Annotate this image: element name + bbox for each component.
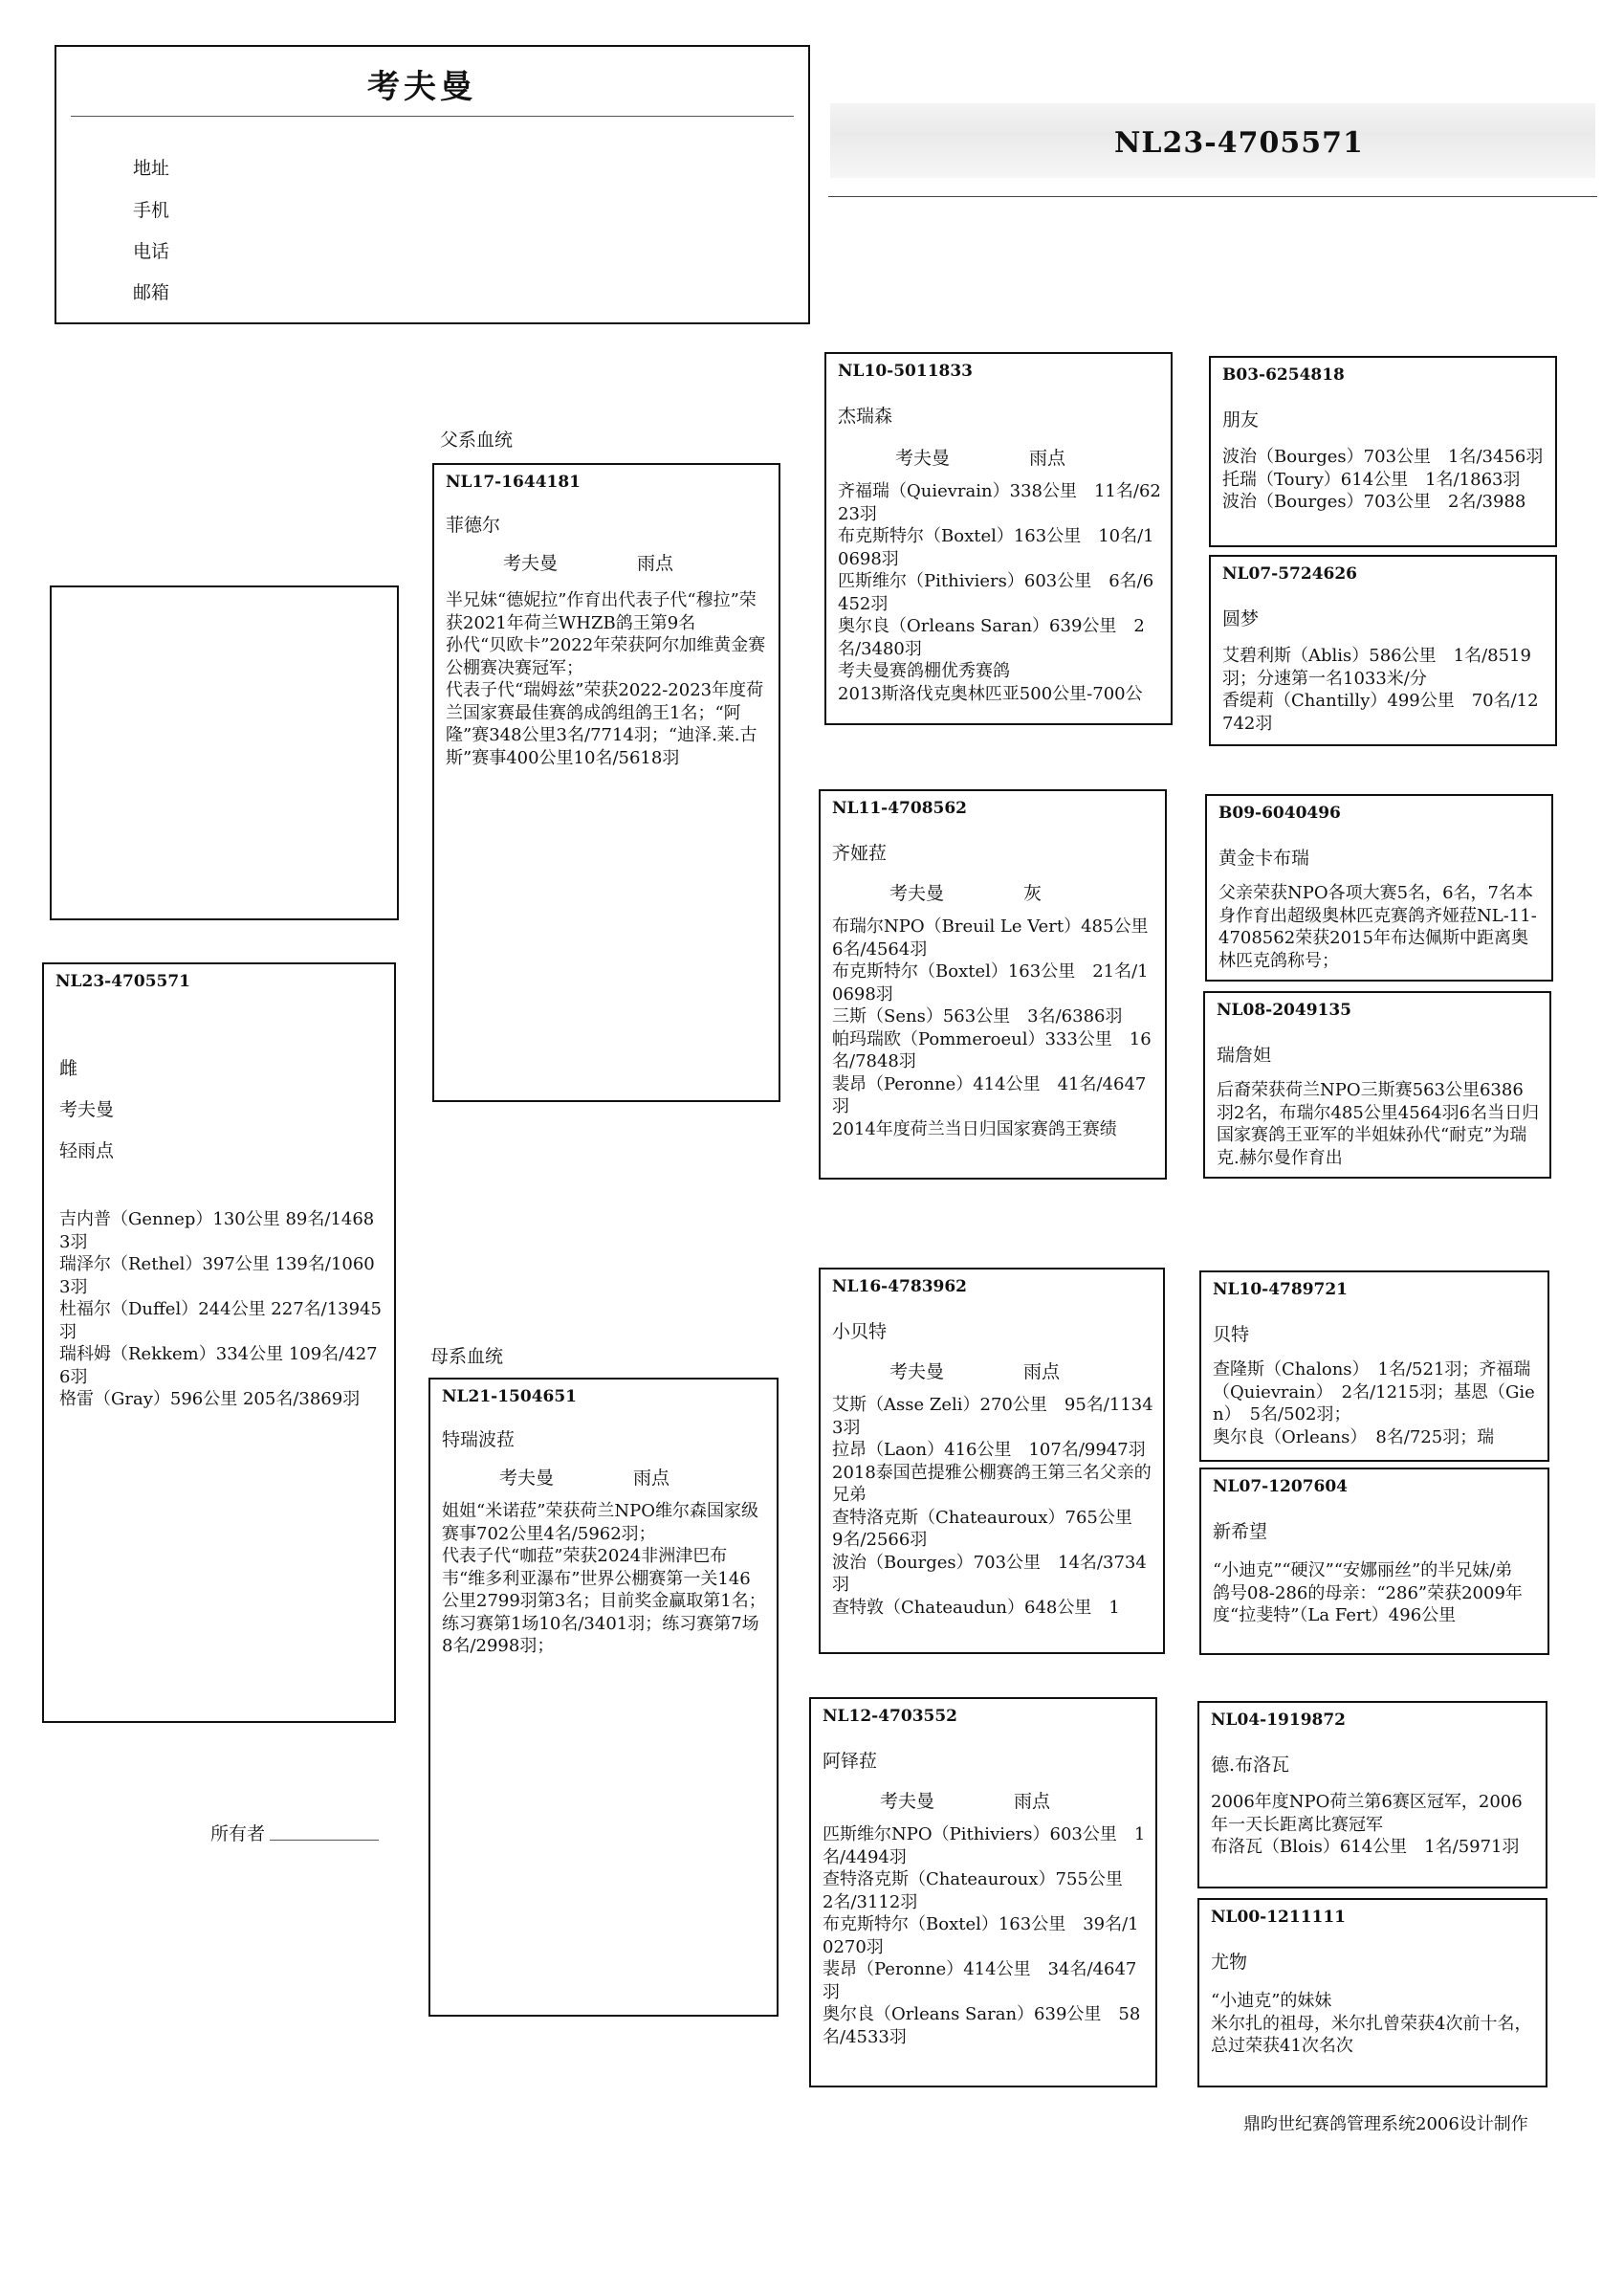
owner-phone-label: 电话 <box>133 241 170 262</box>
footer-credit: 鼎昀世纪赛鸽管理系统2006设计制作 <box>1243 2114 1528 2134</box>
ss-results <box>838 480 1161 705</box>
result-line: 后裔荣获荷兰NPO三斯赛563公里6386羽2名，布瑞尔485公里4564羽6名当日归国家赛鸽王亚军的半姐妹孙代“耐克”为瑞克.赫尔曼作育出 <box>1217 1080 1540 1168</box>
sds-card <box>1205 794 1553 982</box>
note-line: 孙代“贝欧卡”2022年荣获阿尔加维黄金赛公棚赛决赛冠军； <box>446 635 766 678</box>
sdd-card <box>1203 991 1551 1179</box>
dam-ring: NL21-1504651 <box>442 1387 578 1406</box>
ssd-card <box>1209 555 1557 746</box>
sdd-results <box>1217 1079 1540 1169</box>
sds-name: 黄金卡布瑞 <box>1218 848 1310 869</box>
result-line: 布瑞尔NPO（Breuil Le Vert）485公里 6名/4564羽 <box>832 916 1166 960</box>
ds-meta <box>832 1358 1152 1382</box>
result-line: 查隆斯（Chalons） 1名/521羽；齐福瑞（Quievrain） 2名/1215羽；基恩（Gien） 5名/502羽； <box>1213 1359 1535 1424</box>
dsd-ring: NL07-1207604 <box>1213 1477 1349 1496</box>
photo-box <box>50 585 399 920</box>
result-line: 托瑞（Toury）614公里 1名/1863羽 <box>1222 469 1521 490</box>
dd-results <box>823 1823 1146 2048</box>
sdd-ring: NL08-2049135 <box>1217 1001 1352 1020</box>
result-line: 波治（Bourges）703公里 2名/3988 <box>1222 492 1526 512</box>
ds-color: 雨点 <box>1023 1361 1061 1382</box>
sss-name: 朋友 <box>1222 409 1260 430</box>
sire-notes <box>446 589 769 769</box>
result-line: 2013斯洛伐克奥林匹亚500公里-700公 <box>838 683 1143 704</box>
sds-results <box>1218 882 1542 972</box>
result-line: 裴昂（Peronne）414公里 34名/4647羽 <box>823 1959 1137 2002</box>
ds-results <box>832 1394 1153 1619</box>
header-ring-number: NL23-4705571 <box>1114 126 1364 160</box>
result-line: 香缇莉（Chantilly）499公里 70名/12742羽 <box>1222 691 1539 734</box>
subject-breeder: 考夫曼 <box>59 1099 115 1120</box>
result-line: 查特敦（Chateaudun）648公里 1 <box>832 1597 1120 1618</box>
sd-color: 灰 <box>1023 883 1042 904</box>
sds-ring: B09-6040496 <box>1218 804 1341 823</box>
result-line: 父亲荣获NPO各项大赛5名，6名，7名本身作育出超级奥林匹克赛鸽齐娅菈NL-11-4708562荣获2015年布达佩斯中距离奥林匹克鸽称号； <box>1218 883 1537 971</box>
result-line: 瑞科姆（Rekkem）334公里 109名/4276羽 <box>59 1344 378 1387</box>
sd-card <box>819 789 1167 1180</box>
result-line: 布克斯特尔（Boxtel）163公里 39名/10270羽 <box>823 1914 1139 1957</box>
dds-results <box>1211 1791 1536 1859</box>
owner-address-label: 地址 <box>133 158 170 179</box>
ss-ring: NL10-5011833 <box>838 362 974 381</box>
dam-meta <box>442 1464 765 1489</box>
ds-ring: NL16-4783962 <box>832 1277 968 1296</box>
ddd-name: 尤物 <box>1211 1952 1248 1973</box>
sd-breeder: 考夫曼 <box>889 883 945 904</box>
result-line: 查特洛克斯（Chateauroux）755公里 2名/3112羽 <box>823 1869 1140 1912</box>
result-line: 波治（Bourges）703公里 1名/3456羽 <box>1222 447 1544 467</box>
dsd-results <box>1213 1559 1538 1627</box>
result-line: 米尔扎的祖母，米尔扎曾荣获4次前十名，总过荣获41次名次 <box>1211 2013 1532 2056</box>
sd-meta <box>832 879 1153 904</box>
dam-notes <box>442 1500 767 1658</box>
dss-name: 贝特 <box>1213 1324 1250 1345</box>
dd-card <box>809 1697 1157 2087</box>
result-line: 齐福瑞（Quievrain）338公里 11名/6223羽 <box>838 481 1161 524</box>
result-line: 鸽号08-286的母亲：“286”荣获2009年度“拉斐特”（La Fert）496公里 <box>1213 1582 1523 1625</box>
result-line: 吉内普（Gennep）130公里 89名/14683羽 <box>59 1209 375 1252</box>
dd-color: 雨点 <box>1014 1791 1051 1812</box>
owner-box <box>55 45 810 324</box>
result-line: “小迪克”“硬汉”“安娜丽丝”的半兄妹/弟 <box>1213 1560 1513 1580</box>
result-line: 奥尔良（Orleans Saran）639公里 2名/3480羽 <box>838 616 1145 659</box>
sd-ring: NL11-4708562 <box>832 799 968 818</box>
result-line: 奥尔良（Orleans） 8名/725羽；瑞 <box>1213 1426 1495 1447</box>
result-line: 布克斯特尔（Boxtel）163公里 21名/10698羽 <box>832 961 1149 1004</box>
result-line: 布洛瓦（Blois）614公里 1名/5971羽 <box>1211 1837 1520 1857</box>
result-line: 帕玛瑞欧（Pommeroeul）333公里 16名/7848羽 <box>832 1028 1152 1071</box>
sire-line-label: 父系血统 <box>440 430 514 451</box>
result-line: 拉昂（Laon）416公里 107名/9947羽 <box>832 1440 1146 1460</box>
result-line: 2014年度荷兰当日归国家赛鸽王赛绩 <box>832 1118 1117 1139</box>
result-line: 2018泰国芭提雅公棚赛鸽王第三名父亲的兄弟 <box>832 1462 1152 1505</box>
ddd-ring: NL00-1211111 <box>1211 1908 1347 1927</box>
result-line: 布克斯特尔（Boxtel）163公里 10名/10698羽 <box>838 526 1154 569</box>
ssd-results <box>1222 645 1546 735</box>
ds-card <box>819 1268 1165 1654</box>
sire-meta <box>446 549 767 574</box>
result-line: 考夫曼赛鸽棚优秀赛鸽 <box>838 661 1010 681</box>
dsd-name: 新希望 <box>1213 1521 1268 1542</box>
subject-ring: NL23-4705571 <box>55 972 191 991</box>
dsd-card <box>1199 1468 1549 1655</box>
ssd-ring: NL07-5724626 <box>1222 564 1358 584</box>
ss-color: 雨点 <box>1029 448 1066 469</box>
subject-results <box>59 1208 384 1411</box>
sire-color: 雨点 <box>637 553 674 574</box>
result-line: 三斯（Sens）563公里 3名/6386羽 <box>832 1006 1123 1027</box>
result-line: 2006年度NPO荷兰第6赛区冠军，2006年一天长距离比赛冠军 <box>1211 1792 1523 1835</box>
dam-name: 特瑞波菈 <box>442 1429 516 1450</box>
dss-results <box>1213 1358 1538 1448</box>
owner-sign-label: 所有者 <box>210 1823 266 1844</box>
dss-ring: NL10-4789721 <box>1213 1280 1349 1299</box>
ss-name: 杰瑞森 <box>838 406 893 427</box>
result-line: 杜福尔（Duffel）244公里 227名/13945羽 <box>59 1299 382 1342</box>
dam-line-label: 母系血统 <box>430 1346 504 1367</box>
dd-ring: NL12-4703552 <box>823 1707 958 1726</box>
ddd-card <box>1197 1898 1547 2087</box>
dds-card <box>1197 1701 1547 1888</box>
sss-card <box>1209 356 1557 547</box>
owner-email-label: 邮箱 <box>133 282 170 303</box>
result-line: 艾碧利斯（Ablis）586公里 1名/8519羽；分速第一名1033米/分 <box>1222 646 1531 689</box>
ssd-name: 圆梦 <box>1222 608 1260 629</box>
ss-card <box>824 352 1173 725</box>
sdd-name: 瑞詹妲 <box>1217 1045 1272 1066</box>
owner-mobile-label: 手机 <box>133 200 170 221</box>
result-line: 艾斯（Asse Zeli）270公里 95名/11343羽 <box>832 1395 1153 1438</box>
dam-card <box>428 1378 779 2017</box>
subject-color: 轻雨点 <box>59 1140 115 1161</box>
ds-breeder: 考夫曼 <box>889 1361 945 1382</box>
result-line: 裴昂（Peronne）414公里 41名/4647羽 <box>832 1073 1147 1116</box>
dds-name: 德.布洛瓦 <box>1211 1755 1290 1776</box>
sire-ring: NL17-1644181 <box>446 473 582 492</box>
owner-sign-line: ____________ <box>270 1820 379 1841</box>
result-line: 查特洛克斯（Chateauroux）765公里 9名/2566羽 <box>832 1507 1150 1550</box>
dam-breeder: 考夫曼 <box>499 1468 555 1489</box>
result-line: 匹斯维尔（Pithiviers）603公里 6名/6452羽 <box>838 571 1154 614</box>
ds-name: 小贝特 <box>832 1321 888 1342</box>
sire-name: 菲德尔 <box>446 515 501 536</box>
ddd-results <box>1211 1990 1536 2058</box>
note-line: 代表子代“咖菈”荣获2024非洲津巴布韦“维多利亚瀑布”世界公棚赛第一关146公里2799羽第3名；目前奖金赢取第1名；练习赛第1场10名/3401羽；练习赛第7场8名/2998羽； <box>442 1546 766 1656</box>
dd-breeder: 考夫曼 <box>880 1791 935 1812</box>
result-line: 匹斯维尔NPO（Pithiviers）603公里 1名/4494羽 <box>823 1824 1146 1867</box>
result-line: 瑞泽尔（Rethel）397公里 139名/10603羽 <box>59 1254 375 1297</box>
sd-results <box>832 916 1166 1140</box>
sss-ring: B03-6254818 <box>1222 365 1345 385</box>
result-line: 格雷（Gray）596公里 205名/3869羽 <box>59 1389 361 1409</box>
dd-name: 阿铎菈 <box>823 1751 878 1772</box>
ss-meta <box>838 444 1159 469</box>
sire-card <box>432 463 780 1102</box>
result-line: “小迪克”的妹妹 <box>1211 1991 1332 2011</box>
ss-breeder: 考夫曼 <box>895 448 951 469</box>
note-line: 代表子代“瑞姆兹”荣获2022-2023年度荷兰国家赛最佳赛鸽成鸽组鸽王1名；“阿隆”赛348公里3名/7714羽；“迪泽.莱.古斯”赛事400公里10名/5618羽 <box>446 680 764 768</box>
sd-name: 齐娅菈 <box>832 843 888 864</box>
dam-color: 雨点 <box>633 1468 670 1489</box>
result-line: 奥尔良（Orleans Saran）639公里 58名/4533羽 <box>823 2004 1141 2047</box>
dss-card <box>1199 1270 1549 1462</box>
note-line: 半兄妹“德妮拉”作育出代表子代“穆拉”荣获2021年荷兰WHZB鸽王第9名 <box>446 590 757 633</box>
result-line: 波治（Bourges）703公里 14名/3734羽 <box>832 1552 1147 1595</box>
subject-sex: 雌 <box>59 1058 78 1079</box>
sss-results <box>1222 446 1546 514</box>
dd-meta <box>823 1787 1144 1812</box>
owner-name: 考夫曼 <box>367 68 476 106</box>
subject-card <box>42 962 396 1723</box>
sire-breeder: 考夫曼 <box>503 553 559 574</box>
dds-ring: NL04-1919872 <box>1211 1711 1347 1730</box>
note-line: 姐姐“米诺菈”荣获荷兰NPO维尔森国家级赛事702公里4名/5962羽； <box>442 1501 759 1544</box>
